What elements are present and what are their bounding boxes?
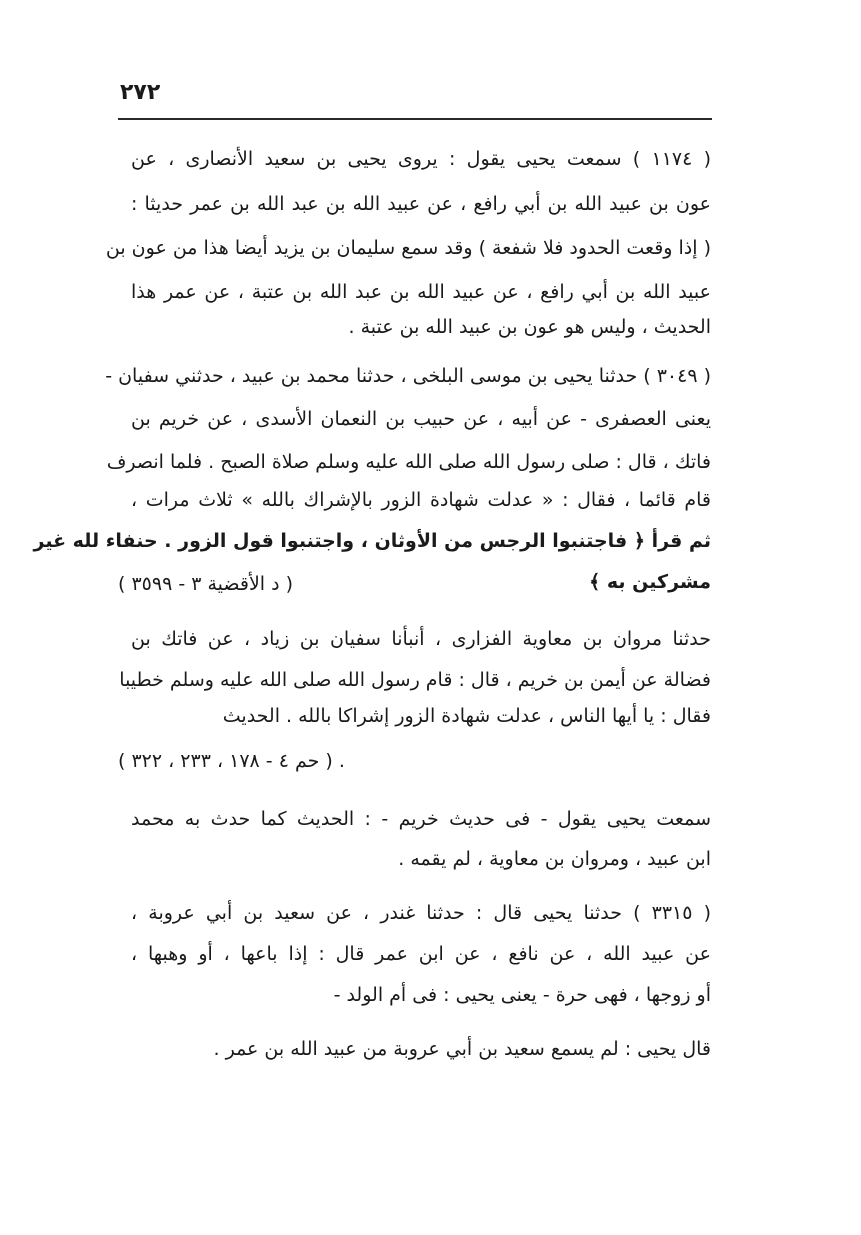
text-line: حدثنا مروان بن معاوية الفزارى ، أنبأنا سفيان بن زياد ، عن فاتك بن bbox=[131, 628, 711, 650]
source-reference: ( د الأقضية ٣ - ٣٥٩٩ ) bbox=[118, 573, 294, 595]
text-line: ابن عبيد ، ومروان بن معاوية ، لم يقمه . bbox=[398, 848, 711, 870]
source-reference: . ( حم ٤ - ١٧٨ ، ٢٣٣ ، ٣٢٢ ) bbox=[118, 750, 345, 772]
text-line: قال يحيى : لم يسمع سعيد بن أبي عروبة من عبيد الله بن عمر . bbox=[213, 1038, 711, 1060]
text-line: ( ٣٣١٥ ) حدثنا يحيى قال : حدثنا غندر ، عن سعيد بن أبي عروبة ، bbox=[131, 902, 712, 924]
text-line: ( إذا وقعت الحدود فلا شفعة ) وقد سمع سليمان بن يزيد أيضا هذا من عون بن bbox=[105, 237, 711, 259]
text-line: عن عبيد الله ، عن نافع ، عن ابن عمر قال : إذا باعها ، أو وهبها ، bbox=[131, 943, 711, 965]
text-line: الحديث ، وليس هو عون بن عبيد الله بن عتبة . bbox=[348, 316, 711, 338]
text-line: فقال : يا أيها الناس ، عدلت شهادة الزور إشراكا بالله . الحديث bbox=[222, 705, 711, 727]
page-number: ٢٧٢ bbox=[120, 80, 161, 105]
text-line: فاتك ، قال : صلى رسول الله صلى الله عليه وسلم صلاة الصبح . فلما انصرف bbox=[106, 451, 711, 473]
text-line: عبيد الله بن أبي رافع ، عن عبيد الله بن عبد الله بن عتبة ، عن عمر هذا bbox=[131, 281, 711, 303]
text-line: فضالة عن أيمن بن خريم ، قال : قام رسول الله صلى الله عليه وسلم خطيبا bbox=[119, 669, 711, 691]
text-line: أو زوجها ، فهى حرة - يعنى يحيى : فى أم الولد - bbox=[333, 984, 711, 1006]
text-line: سمعت يحيى يقول - فى حديث خريم - : الحديث كما حدث به محمد bbox=[131, 808, 711, 830]
text-line: ( ١١٧٤ ) سمعت يحيى يقول : يروى يحيى بن سعيد الأنصارى ، عن bbox=[131, 148, 712, 170]
text-line: يعنى العصفرى - عن أبيه ، عن حبيب بن النعمان الأسدى ، عن خريم بن bbox=[131, 408, 711, 430]
quran-verse-line: ثم قرأ ﴿ فاجتنبوا الرجس من الأوثان ، واجتنبوا قول الزور . حنفاء لله غير bbox=[33, 530, 711, 552]
text-line: عون بن عبيد الله بن أبي رافع ، عن عبيد الله بن عبد الله بن عمر حديثا : bbox=[131, 193, 711, 215]
text-line: قام قائما ، فقال : « عدلت شهادة الزور بالإشراك بالله » ثلاث مرات ، bbox=[131, 489, 711, 511]
header-rule bbox=[118, 118, 712, 120]
text-line: ( ٣٠٤٩ ) حدثنا يحيى بن موسى البلخى ، حدثنا محمد بن عبيد ، حدثني سفيان - bbox=[105, 365, 711, 387]
quran-verse-line: مشركين به ﴾ bbox=[589, 571, 711, 593]
